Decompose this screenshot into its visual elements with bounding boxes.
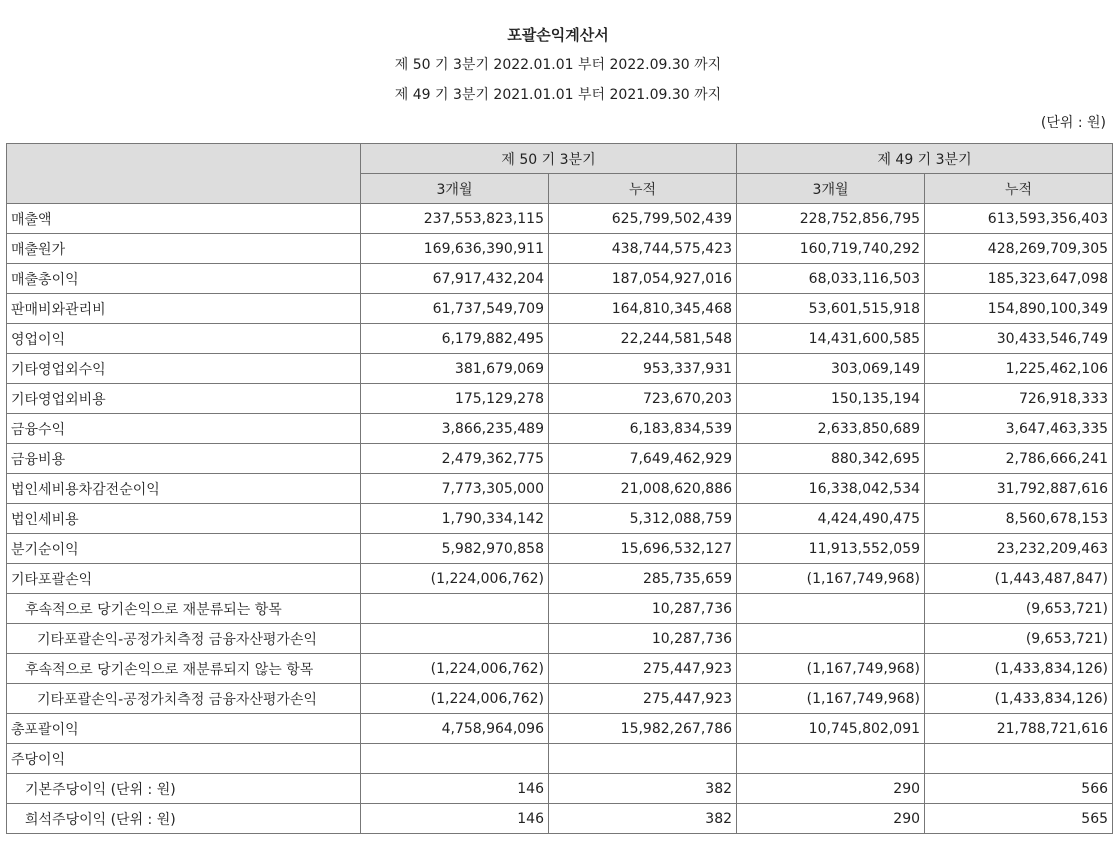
row-value: 382 bbox=[549, 804, 737, 834]
row-value: 5,312,088,759 bbox=[549, 504, 737, 534]
row-value bbox=[737, 744, 925, 774]
row-value: 7,649,462,929 bbox=[549, 444, 737, 474]
row-value: 22,244,581,548 bbox=[549, 324, 737, 354]
table-row bbox=[7, 324, 1113, 354]
row-value: 566 bbox=[925, 774, 1113, 804]
row-label: 후속적으로 당기손익으로 재분류되는 항목 bbox=[7, 594, 361, 624]
row-value bbox=[737, 594, 925, 624]
unit-label: (단위 : 원) bbox=[1040, 115, 1106, 131]
row-value: 565 bbox=[925, 804, 1113, 834]
header-account bbox=[7, 144, 361, 204]
row-value: 303,069,149 bbox=[737, 354, 925, 384]
row-value: 16,338,042,534 bbox=[737, 474, 925, 504]
row-value: 8,560,678,153 bbox=[925, 504, 1113, 534]
row-value: 2,479,362,775 bbox=[361, 444, 549, 474]
row-value: 381,679,069 bbox=[361, 354, 549, 384]
row-value: 3,647,463,335 bbox=[925, 414, 1113, 444]
row-value: 6,183,834,539 bbox=[549, 414, 737, 444]
row-value: 275,447,923 bbox=[549, 654, 737, 684]
row-value: 146 bbox=[361, 804, 549, 834]
row-value: (1,224,006,762) bbox=[361, 654, 549, 684]
table-row bbox=[7, 234, 1113, 264]
row-value: 880,342,695 bbox=[737, 444, 925, 474]
row-value bbox=[361, 624, 549, 654]
table-row bbox=[7, 444, 1113, 474]
row-value: 150,135,194 bbox=[737, 384, 925, 414]
row-value: 10,287,736 bbox=[549, 624, 737, 654]
table-row bbox=[7, 414, 1113, 444]
row-label: 판매비와관리비 bbox=[7, 294, 361, 324]
row-value: 3,866,235,489 bbox=[361, 414, 549, 444]
table-row bbox=[7, 714, 1113, 744]
row-value: 68,033,116,503 bbox=[737, 264, 925, 294]
row-value: (1,224,006,762) bbox=[361, 564, 549, 594]
header-current-3month: 3개월 bbox=[361, 174, 549, 204]
row-value: 228,752,856,795 bbox=[737, 204, 925, 234]
row-value: (1,167,749,968) bbox=[737, 564, 925, 594]
row-label: 법인세비용 bbox=[7, 504, 361, 534]
header-current-period: 제 50 기 3분기 bbox=[361, 144, 737, 174]
row-label: 기타포괄손익-공정가치측정 금융자산평가손익 bbox=[7, 624, 361, 654]
row-value: 185,323,647,098 bbox=[925, 264, 1113, 294]
row-value bbox=[549, 744, 737, 774]
table-row bbox=[7, 504, 1113, 534]
row-value: (9,653,721) bbox=[925, 594, 1113, 624]
row-value: 2,633,850,689 bbox=[737, 414, 925, 444]
row-value: 237,553,823,115 bbox=[361, 204, 549, 234]
row-value: 21,788,721,616 bbox=[925, 714, 1113, 744]
table-row bbox=[7, 744, 1113, 774]
row-value: 67,917,432,204 bbox=[361, 264, 549, 294]
row-value bbox=[925, 744, 1113, 774]
row-value: 53,601,515,918 bbox=[737, 294, 925, 324]
row-value: 187,054,927,016 bbox=[549, 264, 737, 294]
table-row bbox=[7, 774, 1113, 804]
document-title: 포괄손익계산서 bbox=[507, 26, 609, 44]
row-value: 7,773,305,000 bbox=[361, 474, 549, 504]
table-row bbox=[7, 804, 1113, 834]
row-value: 10,745,802,091 bbox=[737, 714, 925, 744]
row-label: 매출액 bbox=[7, 204, 361, 234]
row-value: 169,636,390,911 bbox=[361, 234, 549, 264]
row-label: 총포괄이익 bbox=[7, 714, 361, 744]
row-label: 분기순이익 bbox=[7, 534, 361, 564]
row-value: 290 bbox=[737, 804, 925, 834]
row-value: 31,792,887,616 bbox=[925, 474, 1113, 504]
row-value: 428,269,709,305 bbox=[925, 234, 1113, 264]
header-prior-3month: 3개월 bbox=[737, 174, 925, 204]
row-label: 기타포괄손익 bbox=[7, 564, 361, 594]
header-prior-period: 제 49 기 3분기 bbox=[737, 144, 1113, 174]
table-row bbox=[7, 354, 1113, 384]
income-statement-table bbox=[6, 143, 1113, 834]
table-row bbox=[7, 474, 1113, 504]
row-value: 10,287,736 bbox=[549, 594, 737, 624]
row-value: (1,433,834,126) bbox=[925, 654, 1113, 684]
row-value: 1,790,334,142 bbox=[361, 504, 549, 534]
row-value: (1,224,006,762) bbox=[361, 684, 549, 714]
row-value: 15,982,267,786 bbox=[549, 714, 737, 744]
header-current-cumulative: 누적 bbox=[549, 174, 737, 204]
row-label: 주당이익 bbox=[7, 744, 361, 774]
row-value: (1,167,749,968) bbox=[737, 684, 925, 714]
table-row bbox=[7, 564, 1113, 594]
row-value: 438,744,575,423 bbox=[549, 234, 737, 264]
table-row bbox=[7, 624, 1113, 654]
row-value: 21,008,620,886 bbox=[549, 474, 737, 504]
row-value: 164,810,345,468 bbox=[549, 294, 737, 324]
period-prior: 제 49 기 3분기 2021.01.01 부터 2021.09.30 까지 bbox=[394, 87, 722, 103]
row-value: 4,758,964,096 bbox=[361, 714, 549, 744]
row-value: 4,424,490,475 bbox=[737, 504, 925, 534]
row-value: 11,913,552,059 bbox=[737, 534, 925, 564]
row-value bbox=[361, 744, 549, 774]
table-row bbox=[7, 684, 1113, 714]
row-value: 5,982,970,858 bbox=[361, 534, 549, 564]
row-value: 726,918,333 bbox=[925, 384, 1113, 414]
row-label: 기타포괄손익-공정가치측정 금융자산평가손익 bbox=[7, 684, 361, 714]
row-value: 146 bbox=[361, 774, 549, 804]
row-value: 723,670,203 bbox=[549, 384, 737, 414]
row-value: (1,167,749,968) bbox=[737, 654, 925, 684]
row-value: 14,431,600,585 bbox=[737, 324, 925, 354]
row-value: 154,890,100,349 bbox=[925, 294, 1113, 324]
table-row bbox=[7, 264, 1113, 294]
row-label: 기타영업외수익 bbox=[7, 354, 361, 384]
table-row bbox=[7, 204, 1113, 234]
row-value: 382 bbox=[549, 774, 737, 804]
row-value: 15,696,532,127 bbox=[549, 534, 737, 564]
row-value: 61,737,549,709 bbox=[361, 294, 549, 324]
table-row bbox=[7, 534, 1113, 564]
row-label: 기본주당이익 (단위 : 원) bbox=[7, 774, 361, 804]
table-row bbox=[7, 384, 1113, 414]
row-value: (9,653,721) bbox=[925, 624, 1113, 654]
table-body bbox=[7, 204, 1113, 834]
row-label: 금융수익 bbox=[7, 414, 361, 444]
period-current: 제 50 기 3분기 2022.01.01 부터 2022.09.30 까지 bbox=[394, 57, 722, 73]
row-value: 160,719,740,292 bbox=[737, 234, 925, 264]
row-value: 953,337,931 bbox=[549, 354, 737, 384]
row-value: 613,593,356,403 bbox=[925, 204, 1113, 234]
row-label: 후속적으로 당기손익으로 재분류되지 않는 항목 bbox=[7, 654, 361, 684]
row-value: 6,179,882,495 bbox=[361, 324, 549, 354]
row-label: 매출총이익 bbox=[7, 264, 361, 294]
row-label: 법인세비용차감전순이익 bbox=[7, 474, 361, 504]
row-value: 23,232,209,463 bbox=[925, 534, 1113, 564]
row-label: 매출원가 bbox=[7, 234, 361, 264]
row-label: 금융비용 bbox=[7, 444, 361, 474]
row-value: 290 bbox=[737, 774, 925, 804]
row-value: 625,799,502,439 bbox=[549, 204, 737, 234]
row-value: 30,433,546,749 bbox=[925, 324, 1113, 354]
row-value: 2,786,666,241 bbox=[925, 444, 1113, 474]
table-row bbox=[7, 294, 1113, 324]
row-value: (1,433,834,126) bbox=[925, 684, 1113, 714]
row-label: 영업이익 bbox=[7, 324, 361, 354]
table-row bbox=[7, 654, 1113, 684]
row-value: 1,225,462,106 bbox=[925, 354, 1113, 384]
row-value: 285,735,659 bbox=[549, 564, 737, 594]
row-value bbox=[361, 594, 549, 624]
row-label: 기타영업외비용 bbox=[7, 384, 361, 414]
row-value: 275,447,923 bbox=[549, 684, 737, 714]
row-value: 175,129,278 bbox=[361, 384, 549, 414]
table-row bbox=[7, 594, 1113, 624]
row-value: (1,443,487,847) bbox=[925, 564, 1113, 594]
row-value bbox=[737, 624, 925, 654]
row-label: 희석주당이익 (단위 : 원) bbox=[7, 804, 361, 834]
header-prior-cumulative: 누적 bbox=[925, 174, 1113, 204]
